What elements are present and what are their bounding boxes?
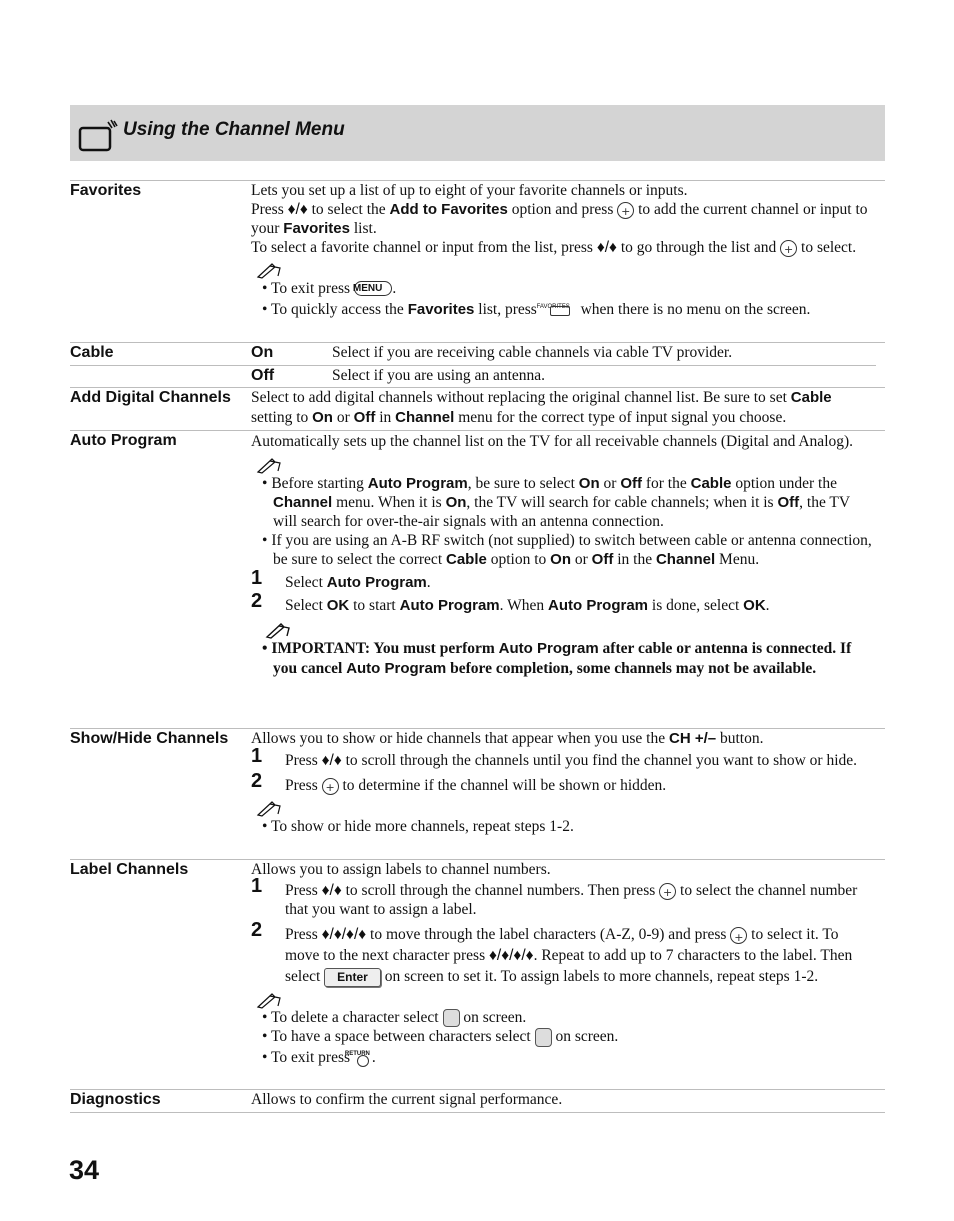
enter-onscreen-button-icon: Enter [324,968,381,987]
favorites-p3: To select a favorite channel or input from the list, press ♦/♦ to go through the list and + to select. [251,238,876,257]
diagnostics-text: Allows to confirm the current signal performance. [251,1091,563,1108]
auto-program-intro: Automatically sets up the channel list on the TV for all receivable channels (Digital and Analog). [251,433,854,450]
show-hide-note: • To show or hide more channels, repeat steps 1-2. [262,818,574,835]
row-label-channels [70,859,885,1067]
row-desc-label-channels [251,860,876,1067]
label-channels-intro: Allows you to assign labels to channel numbers. [251,861,551,878]
row-label-label-channels: Label Channels [70,861,189,878]
enter-circle-icon [780,240,797,257]
favorites-intro: Lets you set up a list of up to eight of your favorite channels or inputs. [251,182,688,199]
row-favorites [70,180,885,318]
row-desc-cable [251,343,876,388]
page-number: 34 [69,1155,100,1185]
section-header [70,105,885,161]
auto-program-note-1: • Before starting Auto Program, be sure to select On or Off for the Cable option under the Channel menu. When it is On, the TV will search for cable channels; when it is Off, the TV will search for over-the-air signals with an antenna connection. [262,475,850,530]
label-channels-step-2: 2 Press ♦/♦/♦/♦ to move through the label characters (A-Z, 0-9) and press + to select it. To move to the next character press ♦/♦/♦/♦. Repeat to add up to 7 characters to the label. Then select Enter on screen to set it. To assign labels to more channels, repeat steps 1-2. [251,924,876,987]
menu-button-icon: MENU [354,281,392,296]
row-label-auto-program: Auto Program [70,432,177,449]
row-label-cable: Cable [70,344,114,361]
return-button-icon: RETURN [354,1047,372,1067]
table-bottom-rule [70,1112,885,1113]
favorites-note-1: • To exit press MENU . [262,280,397,297]
row-desc-auto-program [251,431,876,679]
show-hide-step-1: 1 Press ♦/♦ to scroll through the channels until you find the channel you want to show or hide. [251,745,858,769]
note-pencil-icon [256,991,282,1009]
note-pencil-icon [256,261,282,279]
row-desc-diagnostics [251,1090,876,1109]
row-show-hide-channels [70,728,885,835]
row-add-digital-channels [70,387,885,426]
row-auto-program [70,430,885,677]
favorites-button-icon: FAVORITES [541,298,577,318]
up-down-arrow-icon: ♦/♦ [287,201,308,218]
space-key-icon [535,1028,552,1047]
auto-program-step-2: 2 Select OK to start Auto Program. When Auto Program is done, select OK. [251,590,770,614]
enter-circle-icon [659,883,676,900]
label-channels-note-1: • To delete a character select ◂ on screen. [251,1008,876,1027]
row-desc-add-digital: Select to add digital channels without replacing the original channel list. Be sure to set Cable setting to On or Off in Channel menu for the correct type of input signal you choose. [251,389,832,426]
auto-program-important: • IMPORTANT: You must perform Auto Program after cable or antenna is connected. If you cancel Auto Program before completion, some channels may not be available. [262,640,852,677]
label-channels-note-3: • To exit press RETURN . [262,1049,376,1067]
row-desc-favorites [251,181,876,319]
page-title: Using the Channel Menu [123,119,345,140]
auto-program-note-2: • If you are using an A-B RF switch (not supplied) to switch between cable or antenna connection, be sure to select the correct Cable option to On or Off in the Channel Menu. [262,532,872,568]
row-label-show-hide: Show/Hide Channels [70,730,229,747]
note-pencil-icon [263,621,293,639]
up-down-arrow-icon: ♦/♦ [321,882,342,899]
tv-channel-icon [78,118,118,152]
row-label-add-digital: Add Digital Channels [70,389,231,406]
note-pencil-icon [256,456,282,474]
up-down-arrow-icon: ♦/♦ [321,752,342,769]
up-down-arrow-icon: ♦/♦ [596,239,617,256]
favorites-p2: Press ♦/♦ to select the Add to Favorites option and press + to add the current channel or input to your Favorites list. [251,200,876,238]
row-cable [70,342,885,384]
auto-program-step-1: 1 Select Auto Program. [251,567,431,591]
cable-option-on: On Select if you are receiving cable channels via cable TV provider. [251,344,733,361]
show-hide-step-2: 2 Press + to determine if the channel will be shown or hidden. [251,776,876,795]
four-way-arrow-icon: ♦/♦/♦/♦ [321,926,367,943]
note-pencil-icon [256,799,282,817]
label-channels-note-2: • To have a space between characters select on screen. [262,1028,619,1046]
row-label-diagnostics: Diagnostics [70,1091,161,1108]
label-channels-step-1: 1 Press ♦/♦ to scroll through the channel numbers. Then press + to select the channel number that you want to assign a label. [251,881,876,919]
favorites-note-2: • To quickly access the Favorites list, press FAVORITES when there is no menu on the screen. [251,298,876,319]
row-diagnostics [70,1089,885,1108]
row-label-favorites: Favorites [70,182,142,199]
enter-circle-icon [617,202,634,219]
row-desc-show-hide [251,729,876,836]
show-hide-intro: Allows you to show or hide channels that appear when you use the CH +/– button. [251,730,764,747]
four-way-arrow-icon: ♦/♦/♦/♦ [489,947,534,964]
enter-circle-icon [730,927,747,944]
backspace-key-icon [443,1009,460,1027]
enter-circle-icon [322,778,339,795]
cable-option-off: Off Select if you are using an antenna. [70,365,876,388]
